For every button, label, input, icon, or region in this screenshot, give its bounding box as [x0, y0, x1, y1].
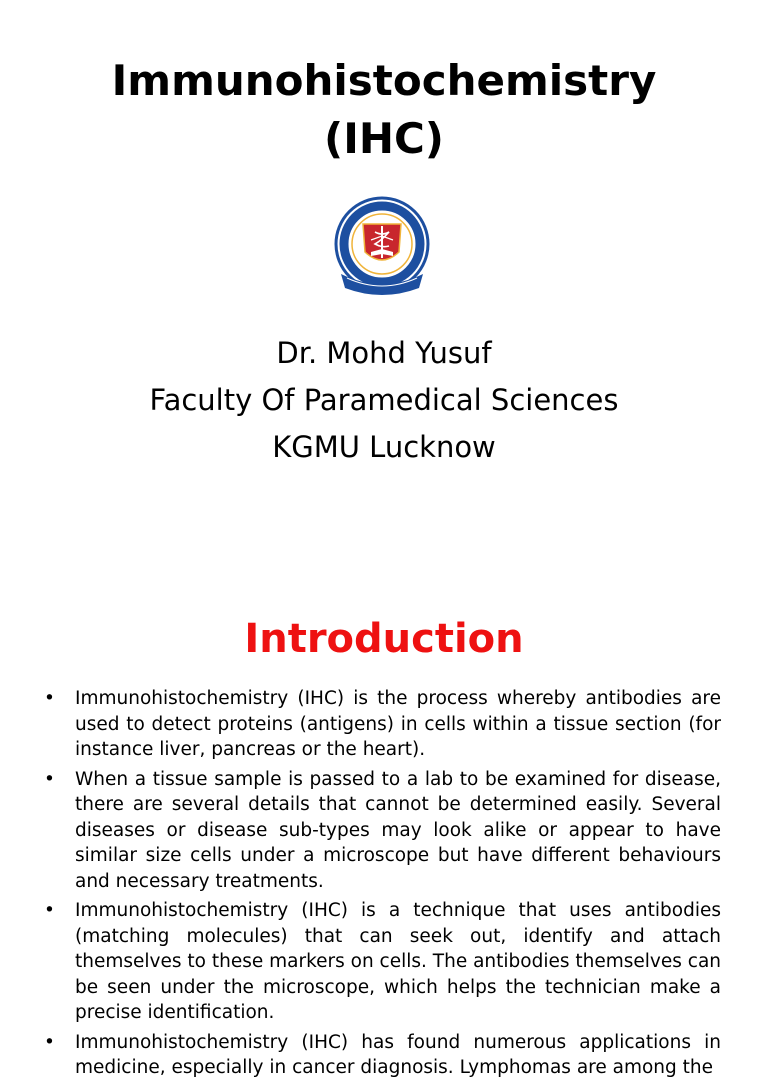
bullet-text: Immunohistochemistry (IHC) is a technique that uses antibodies (matching molecules) that can seek out, identify and attach themselves to these markers on cells. The antibodies themselves can be seen under the microscope, which helps the technician make a precise identification.: [75, 900, 722, 1023]
author-block: [0, 330, 768, 471]
introduction-slide: [0, 576, 768, 1078]
bullet-item: [44, 767, 721, 895]
bullet-text: Immunohistochemistry (IHC) has found numerous applications in medicine, especially in cancer diagnosis. Lymphomas are among the: [75, 1031, 721, 1078]
bullet-item: [44, 1030, 721, 1081]
slide-title: [0, 52, 768, 168]
bullet-item: [44, 898, 721, 1026]
bullet-glyph: •: [44, 768, 55, 790]
bullet-glyph: •: [44, 1031, 55, 1053]
bullet-glyph: •: [44, 900, 55, 921]
title-line: Immunohistochemistry: [111, 56, 657, 105]
author-faculty: Faculty Of Paramedical Sciences: [149, 383, 619, 417]
bullet-text: When a tissue sample is passed to a lab to be examined for disease, there are several details that cannot be determined easily. Several diseases or disease sub-types may look alike or appear to have similar size cells under a microscope but have different behaviours and necessary treatments.: [75, 768, 721, 892]
author-name: Dr. Mohd Yusuf: [276, 336, 492, 370]
bullet-list: [44, 686, 721, 1085]
title-line: (IHC): [324, 114, 444, 163]
bullet-text: Immunohistochemistry (IHC) is the process whereby antibodies are used to detect proteins (antigens) in cells within a tissue section (for instance liver, pancreas or the heart).: [75, 688, 721, 760]
bullet-glyph: •: [44, 688, 55, 709]
bullet-item: [44, 686, 721, 763]
author-institution: KGMU Lucknow: [272, 430, 496, 464]
slide-heading: Introduction: [244, 616, 524, 662]
kgmu-university-seal-icon: [327, 194, 437, 304]
